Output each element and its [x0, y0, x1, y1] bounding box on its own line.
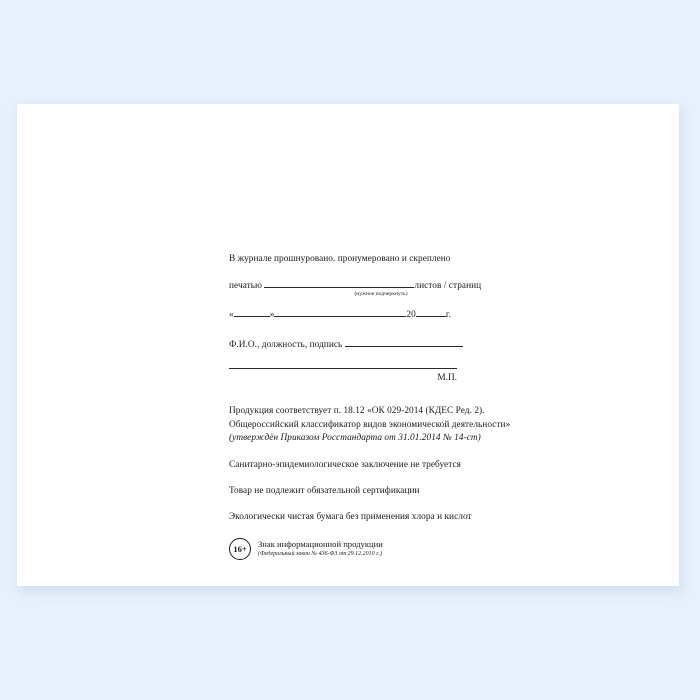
fio-line	[229, 337, 559, 352]
compliance-block	[229, 405, 559, 446]
date-suffix: г.	[445, 310, 452, 320]
certification-line: Товар не подлежит обязательной сертификации	[229, 485, 420, 496]
compliance-line-3: (утверждён Приказом Росстандарта от 31.01.2014 № 14-ст)	[229, 433, 481, 443]
date-year-rule	[416, 307, 446, 317]
header-line: В журнале прошнуровано. пронумеровано и скреплено	[229, 254, 451, 264]
info-mark-title: Знак информационной продукции	[258, 538, 383, 549]
compliance-line-1: Продукция соответствует п. 18.12 «ОК 029-2014 (КДЕС Ред. 2).	[229, 406, 485, 416]
date-year-prefix: 20	[406, 310, 416, 320]
seal-blank-rule	[264, 278, 414, 288]
seal-hint: (нужное подчеркнуть)	[354, 291, 408, 297]
fio-label: Ф.И.О., должность, подпись	[229, 340, 343, 350]
info-mark-text	[258, 539, 383, 559]
document-page	[17, 104, 679, 586]
document-content	[229, 252, 559, 560]
seal-suffix: листов / страниц	[414, 281, 482, 291]
date-quote-open: «	[229, 310, 234, 320]
date-line	[229, 307, 559, 322]
compliance-line-2: Общероссийский классификатор видов экономической деятельности»	[229, 419, 511, 430]
info-mark-row	[229, 538, 559, 560]
date-quote-close: »	[269, 310, 275, 320]
mp-label: М.П.	[437, 373, 457, 383]
date-day-rule	[234, 307, 270, 317]
age-rating-icon: 16+	[229, 538, 251, 560]
info-mark-law: (Федеральный закон № 436-ФЗ от 29.12.2010 г.)	[258, 550, 382, 557]
seal-label: печатью	[229, 281, 263, 291]
fio-rule	[345, 337, 463, 347]
signature-long-rule	[229, 357, 457, 369]
date-month-rule	[274, 307, 406, 317]
sanitary-line: Санитарно-эпидемиологическое заключение не требуется	[229, 459, 461, 470]
paper-line: Экологически чистая бумага без применения хлора и кислот	[229, 511, 472, 522]
